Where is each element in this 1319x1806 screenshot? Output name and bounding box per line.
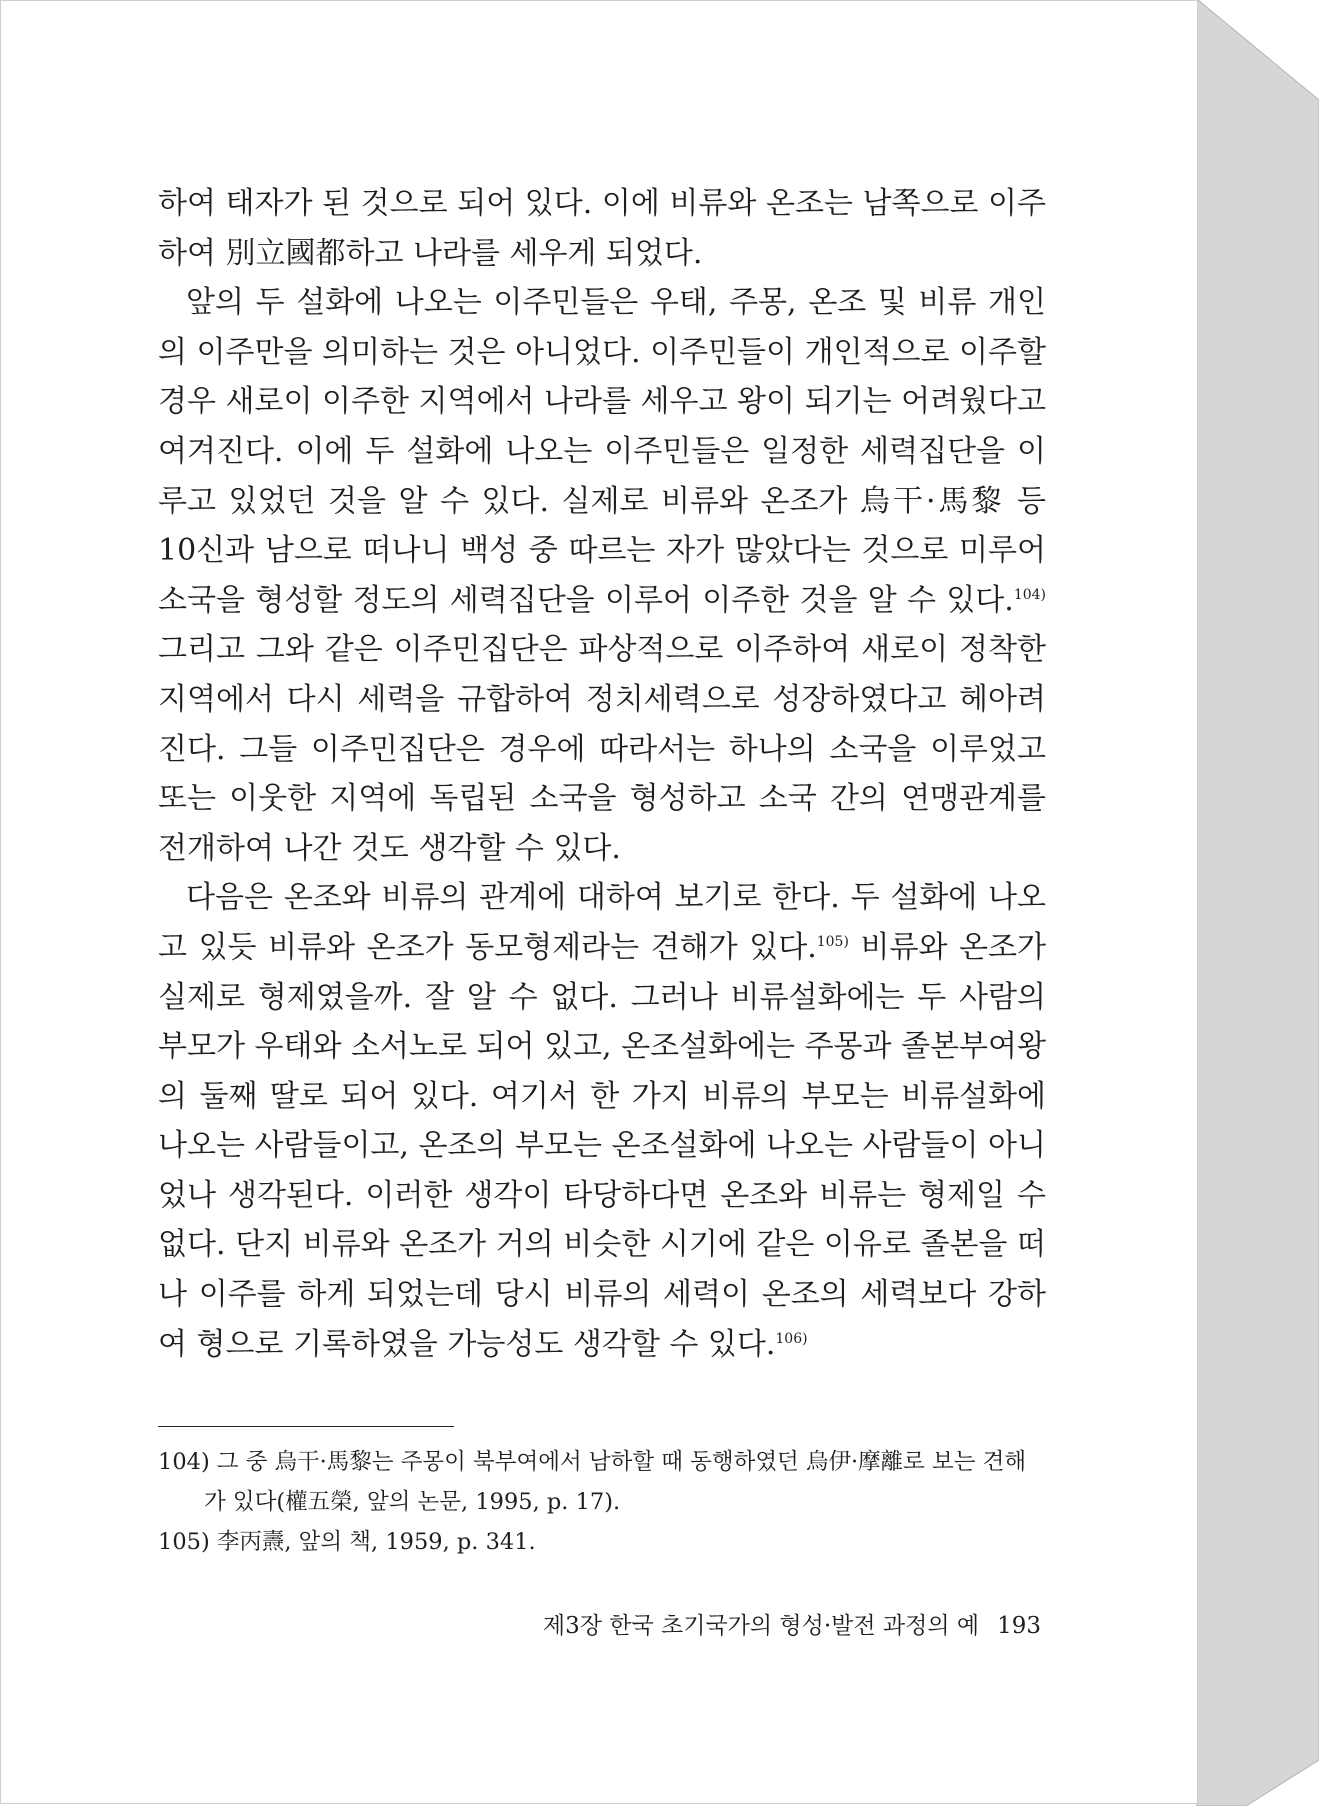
body-text <box>158 179 1046 1369</box>
footnote-ref-105: 105) <box>816 933 849 950</box>
footnote-104: 104) 그 중 烏干·馬黎는 주몽이 북부여에서 남하할 때 동행하였던 烏伊·摩離로 보는 견해가 있다(權五榮, 앞의 논문, 1995, p. 17). <box>158 1449 1027 1515</box>
book-edge-decoration <box>1196 0 1319 1806</box>
footnote-105: 105) 李丙燾, 앞의 책, 1959, p. 341. <box>158 1529 536 1555</box>
chapter-title: 제3장 한국 초기국가의 형성·발전 과정의 예 <box>542 1613 980 1639</box>
footnotes <box>158 1442 1046 1562</box>
footnote-ref-106: 106) <box>775 1330 808 1347</box>
paragraph-3: 다음은 온조와 비류의 관계에 대하여 보기로 한다. 두 설화에 나오고 있듯 비류와 온조가 동모형제라는 견해가 있다.$^{105)}$ 비류와 온조가 실제로 형제였을까. 잘 알 수 없다. 그러나 비류설화에는 두 사람의 부모가 우태와 소서노로 되어 있고, 온조설화에는 주몽과 졸본부여왕의 둘째 딸로 되어 있다. 여기서 한 가지 비류의 부모는 비류설화에 나오는 사람들이고, 온조의 부모는 온조설화에 나오는 사람들이 아니었나 생각된다. 이러한 생각이 타당하다면 온조와 비류는 형제일 수 없다. 단지 비류와 온조가 거의 비슷한 시기에 같은 이유로 졸본을 떠나 이주를 하게 되었는데 당시 비류의 세력이 온조의 세력보다 강하여 형으로 기록하였을 가능성도 생각할 수 있다.$^{106)}$ <box>158 880 1046 1362</box>
footnote-divider <box>158 1426 454 1427</box>
footnote-ref-104: 104) <box>1013 586 1046 603</box>
page-number: 193 <box>997 1613 1041 1639</box>
running-footer <box>543 1607 1041 1640</box>
paragraph-1: 하여 태자가 된 것으로 되어 있다. 이에 비류와 온조는 남쪽으로 이주하여 別立國都하고 나라를 세우게 되었다. <box>158 186 1046 271</box>
paragraph-2: 앞의 두 설화에 나오는 이주민들은 우태, 주몽, 온조 및 비류 개인의 이주만을 의미하는 것은 아니었다. 이주민들이 개인적으로 이주할 경우 새로이 이주한 지역에서 나라를 세우고 왕이 되기는 어려웠다고 여겨진다. 이에 두 설화에 나오는 이주민들은 일정한 세력집단을 이루고 있었던 것을 알 수 있다. 실제로 비류와 온조가 烏干·馬黎 등 10신과 남으로 떠나니 백성 중 따르는 자가 많았다는 것으로 미루어 소국을 형성할 정도의 세력집단을 이루어 이주한 것을 알 수 있다.$^{104)}$ 그리고 그와 같은 이주민집단은 파상적으로 이주하여 새로이 정착한 지역에서 다시 세력을 규합하여 정치세력으로 성장하였다고 헤아려진다. 그들 이주민집단은 경우에 따라서는 하나의 소국을 이루었고 또는 이웃한 지역에 독립된 소국을 형성하고 소국 간의 연맹관계를 전개하여 나간 것도 생각할 수 있다. <box>158 285 1046 866</box>
